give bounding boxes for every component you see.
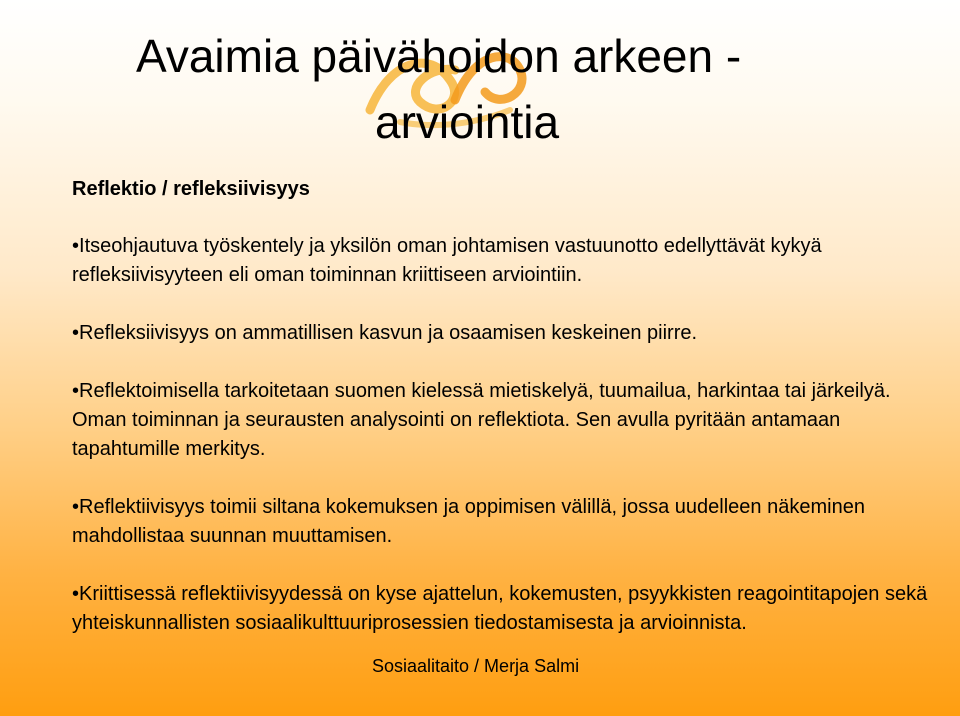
slide-footer: Sosiaalitaito / Merja Salmi [372, 656, 580, 676]
section-subtitle: Reflektio / refleksiivisyys [72, 178, 310, 200]
bullet-item: • Itseohjautuva työskentely ja yksilön oman johtamisen vastuunotto edellyttävät kykyä refleksiivisyyteen eli oman toiminnan kriittiseen arviointiin. [72, 232, 932, 290]
bullet-item: • Reflektiivisyys toimii siltana kokemuksen ja oppimisen välillä, jossa uudelleen näkeminen mahdollistaa suunnan muuttamisen. [72, 493, 932, 551]
bullet-item: • Reflektoimisella tarkoitetaan suomen kielessä mietiskelyä, tuumailua, harkintaa tai järkeilyä. Oman toiminnan ja seurausten analysointi on reflektiota. Sen avulla pyritään antamaan tapahtumille merkitys. [72, 377, 932, 464]
bullet-item: • Refleksiivisyys on ammatillisen kasvun ja osaamisen keskeinen piirre. [72, 319, 932, 348]
bullet-item: • Kriittisessä reflektiivisyydessä on kyse ajattelun, kokemusten, psyykkisten reagointitapojen sekä yhteiskunnallisten sosiaalikulttuuriprosessien tiedostamisesta ja arvioinnista. [72, 580, 932, 638]
bullet-list [72, 232, 932, 667]
title-line-1: Avaimia päivähoidon arkeen - [136, 30, 742, 82]
title-line-2: arviointia [375, 96, 560, 148]
